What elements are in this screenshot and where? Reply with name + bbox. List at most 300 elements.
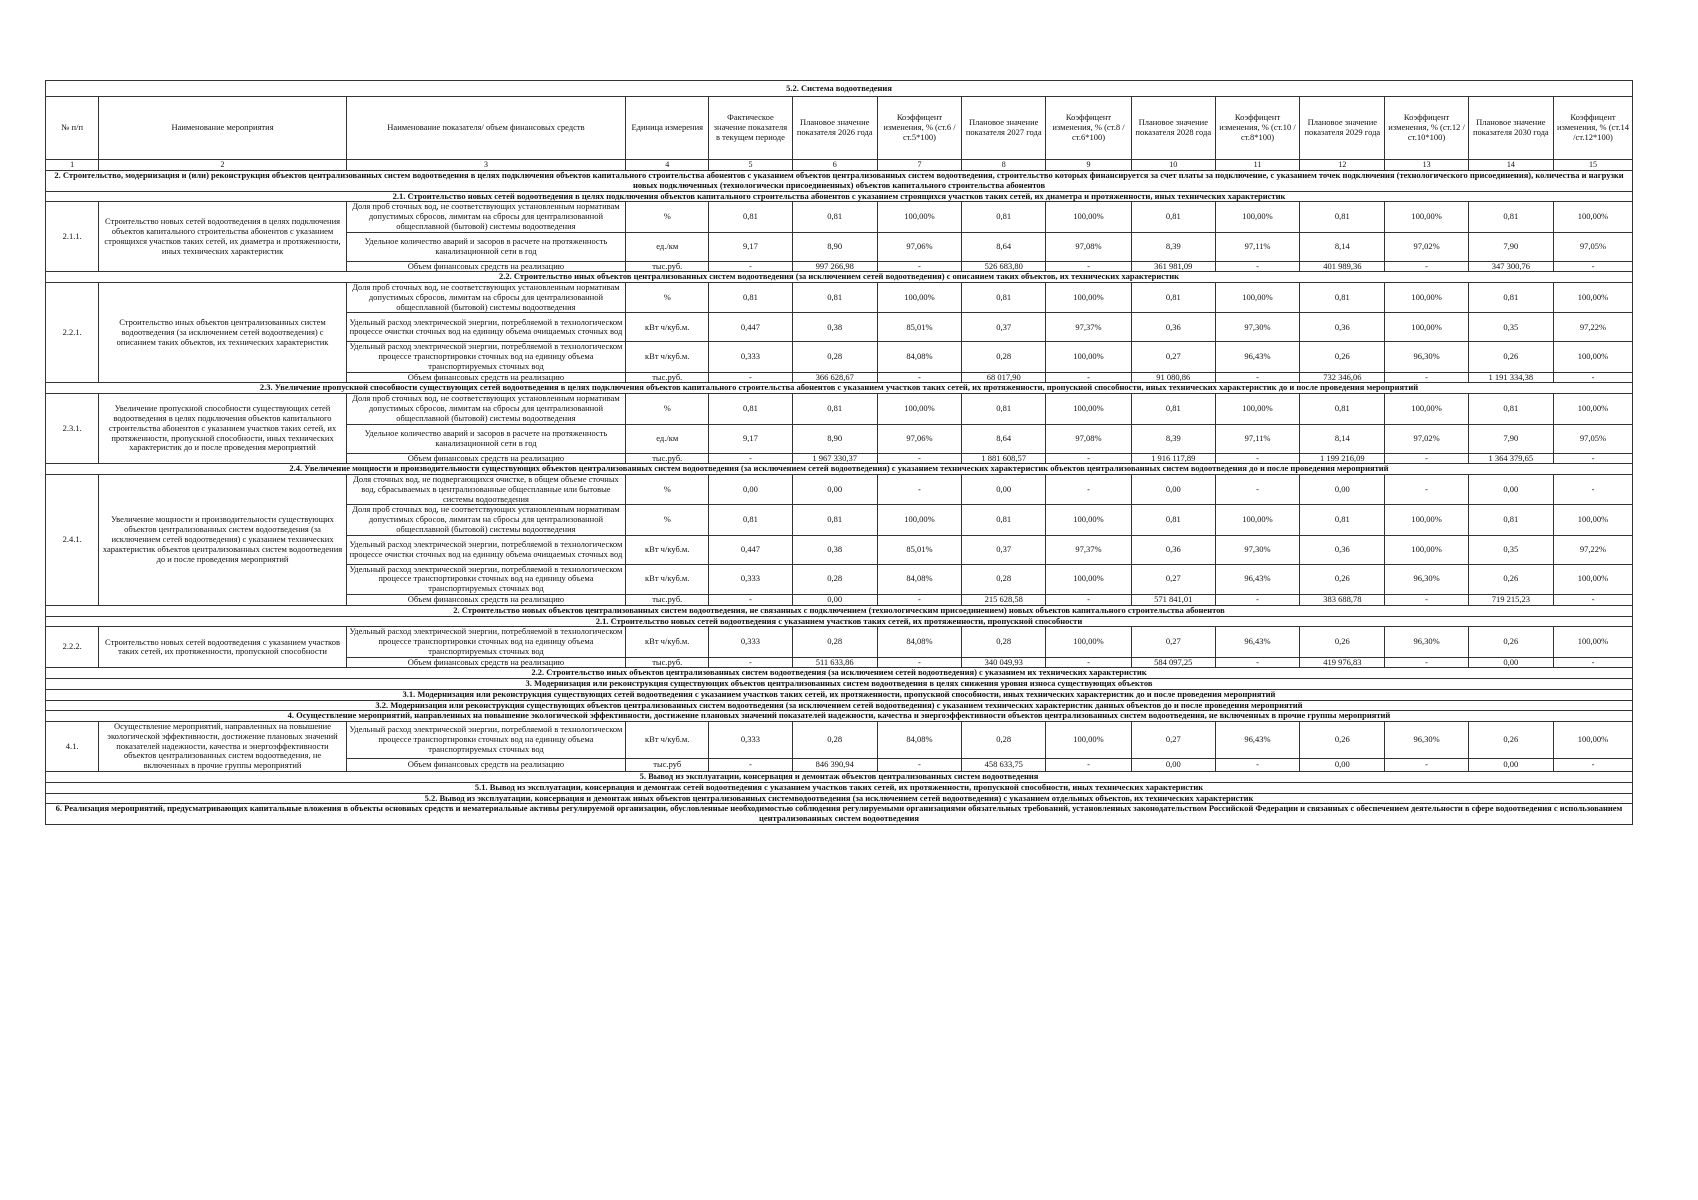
indicator-value: 0,27 — [1131, 722, 1215, 759]
indicator-value: 0,81 — [792, 202, 877, 232]
indicator-value: 9,17 — [709, 232, 792, 261]
indicator-value: - — [1046, 475, 1131, 505]
indicator-value: 100,00% — [877, 505, 961, 535]
indicator-value: 0,26 — [1300, 722, 1385, 759]
indicator-value: 0,447 — [709, 535, 792, 564]
indicator-value: 0,38 — [792, 313, 877, 342]
indicator-value: 100,00% — [1046, 394, 1131, 424]
indicator-value: - — [1385, 372, 1468, 383]
indicator-unit: % — [626, 202, 709, 232]
indicator-unit: % — [626, 283, 709, 313]
item-name: Строительство новых сетей водоотведения с указанием участков таких сетей, их протяженности, пропускной способности — [99, 627, 346, 668]
indicator-unit: % — [626, 475, 709, 505]
indicator-value: - — [1553, 453, 1632, 464]
indicator-value: 0,27 — [1131, 627, 1215, 657]
section-heading: 5. Вывод из эксплуатации, консервация и демонтаж объектов централизованных систем водоотведения — [46, 771, 1633, 782]
indicator-value: 571 841,01 — [1131, 594, 1215, 605]
indicator-value: 68 017,90 — [962, 372, 1046, 383]
column-number: 14 — [1468, 160, 1553, 171]
indicator-value: 458 633,75 — [962, 758, 1046, 771]
column-header: Плановое значение показателя 2028 года — [1131, 97, 1215, 160]
item-number: 4.1. — [46, 722, 99, 772]
indicator-value: 97,05% — [1553, 424, 1632, 453]
column-header: Плановое значение показателя 2029 года — [1300, 97, 1385, 160]
indicator-value: 0,26 — [1468, 342, 1553, 372]
indicator-value: 100,00% — [1553, 394, 1632, 424]
indicator-value: 0,81 — [962, 394, 1046, 424]
indicator-unit: тыс.руб — [626, 758, 709, 771]
indicator-value: 9,17 — [709, 424, 792, 453]
table-title: 5.2. Система водоотведения — [46, 81, 1633, 97]
indicator-value: - — [1385, 453, 1468, 464]
subsection-row — [46, 782, 1633, 793]
item-name: Увеличение пропускной способности существующих сетей водоотведения в целях подключения объектов капитального строительства абонентов с указанием участков таких сетей, их протяженности, пропускной способности, иных технических характеристик до и после проведения мероприятий — [99, 394, 346, 464]
indicator-value: 97,02% — [1385, 232, 1468, 261]
indicator-value: 0,26 — [1468, 564, 1553, 594]
indicator-value: 0,27 — [1131, 564, 1215, 594]
indicator-value: 0,26 — [1300, 627, 1385, 657]
indicator-value: 96,43% — [1215, 627, 1299, 657]
column-header: Коэффицент изменения, % (ст.12 /ст.10*100) — [1385, 97, 1468, 160]
column-header: Наименование показателя/ объем финансовых средств — [346, 97, 625, 160]
indicator-value: 96,43% — [1215, 564, 1299, 594]
indicator-value: 0,28 — [792, 722, 877, 759]
indicator-value: 100,00% — [1385, 394, 1468, 424]
indicator-value: 0,81 — [1468, 283, 1553, 313]
indicator-label: Объем финансовых средств на реализацию — [346, 758, 625, 771]
column-header: Плановое значение показателя 2026 года — [792, 97, 877, 160]
item-name: Увеличение мощности и производительности существующих объектов централизованных систем водоотведения (за исключением сетей водоотведения) с указанием технических характеристик объектов централизованных систем водоотведения до и после проведения мероприятий — [99, 475, 346, 606]
indicator-value: 0,333 — [709, 342, 792, 372]
indicator-value: 0,81 — [1300, 505, 1385, 535]
indicator-value: - — [709, 758, 792, 771]
indicator-label: Удельное количество аварий и засоров в расчете на протяженность канализационной сети в год — [346, 424, 625, 453]
section-row — [46, 605, 1633, 616]
indicator-value: - — [1215, 657, 1299, 668]
indicator-value: - — [1046, 372, 1131, 383]
indicator-value: 7,90 — [1468, 424, 1553, 453]
indicator-value: 0,35 — [1468, 313, 1553, 342]
indicator-label: Удельное количество аварий и засоров в расчете на протяженность канализационной сети в год — [346, 232, 625, 261]
column-number: 6 — [792, 160, 877, 171]
column-number: 12 — [1300, 160, 1385, 171]
indicator-label: Доля проб сточных вод, не соответствующих установленным нормативам допустимых сбросов, лимитам на сбросы для централизованной общесплавной (бытовой) системы водоотведения — [346, 394, 625, 424]
indicator-value: 0,26 — [1468, 627, 1553, 657]
subsection-row — [46, 689, 1633, 700]
indicator-value: 96,30% — [1385, 722, 1468, 759]
indicator-value: 100,00% — [1553, 564, 1632, 594]
indicator-label: Объем финансовых средств на реализацию — [346, 261, 625, 272]
indicator-value: 0,00 — [1468, 758, 1553, 771]
indicator-value: 0,81 — [1468, 505, 1553, 535]
column-header: Наименование мероприятия — [99, 97, 346, 160]
section-heading: 4. Осуществление мероприятий, направленных на повышение экологической эффективности, достижение плановых значений показателей надежности, качества и энергоэффективности объектов централизованных систем водоотведения, не включенных в прочие группы мероприятий — [46, 711, 1633, 722]
indicator-value: - — [709, 261, 792, 272]
indicator-value: 0,28 — [792, 564, 877, 594]
indicator-value: 0,81 — [1131, 202, 1215, 232]
indicator-value: 96,30% — [1385, 564, 1468, 594]
indicator-value: - — [1553, 475, 1632, 505]
indicator-value: 0,00 — [1468, 475, 1553, 505]
section-row — [46, 804, 1633, 825]
indicator-value: 0,81 — [1468, 394, 1553, 424]
indicator-value: 100,00% — [1385, 202, 1468, 232]
indicator-value: - — [877, 453, 961, 464]
indicator-value: - — [1385, 758, 1468, 771]
indicator-unit: кВт ч/куб.м. — [626, 722, 709, 759]
column-number: 10 — [1131, 160, 1215, 171]
indicator-value: 0,00 — [792, 594, 877, 605]
indicator-value: - — [709, 372, 792, 383]
indicator-value: 100,00% — [1553, 283, 1632, 313]
indicator-value: - — [709, 453, 792, 464]
indicator-unit: % — [626, 394, 709, 424]
indicator-value: 100,00% — [1046, 505, 1131, 535]
indicator-value: - — [877, 261, 961, 272]
indicator-value: 96,43% — [1215, 342, 1299, 372]
indicator-unit: тыс.руб. — [626, 657, 709, 668]
indicator-value: 0,28 — [962, 722, 1046, 759]
subsection-row — [46, 700, 1633, 711]
indicator-value: 97,30% — [1215, 535, 1299, 564]
indicator-value: 100,00% — [1553, 202, 1632, 232]
indicator-unit: тыс.руб. — [626, 261, 709, 272]
indicator-label: Удельный расход электрической энергии, потребляемой в технологическом процессе очистки сточных вод на единицу объема очищаемых сточных вод — [346, 535, 625, 564]
indicator-value: 0,81 — [1468, 202, 1553, 232]
indicator-value: 84,08% — [877, 627, 961, 657]
indicator-value: 100,00% — [877, 283, 961, 313]
subsection-heading: 2.1. Строительство новых сетей водоотведения с указанием участков таких сетей, их протяженности, пропускной способности — [46, 616, 1633, 627]
indicator-value: 997 266,98 — [792, 261, 877, 272]
indicator-value: 1 967 330,37 — [792, 453, 877, 464]
subsection-row — [46, 272, 1633, 283]
indicator-value: 100,00% — [1046, 627, 1131, 657]
indicator-value: 97,06% — [877, 424, 961, 453]
subsection-heading: 2.3. Увеличение пропускной способности существующих сетей водоотведения в целях подключения объектов капитального строительства абонентов с указанием участков таких сетей, их протяженности, пропускной способности, иных технических характеристик до и после проведения мероприятий — [46, 383, 1633, 394]
column-header: Коэффицент изменения, % (ст.14 /ст.12*100) — [1553, 97, 1632, 160]
subsection-row — [46, 464, 1633, 475]
indicator-value: 100,00% — [1046, 564, 1131, 594]
indicator-value: 0,81 — [962, 505, 1046, 535]
indicator-value: 97,02% — [1385, 424, 1468, 453]
section-heading: 2. Строительство новых объектов централизованных систем водоотведения, не связанных с подключением (технологическим присоединением) новых объектов капитального строительства абонентов — [46, 605, 1633, 616]
indicator-unit: кВт ч/куб.м. — [626, 342, 709, 372]
indicator-value: 846 390,94 — [792, 758, 877, 771]
indicator-value: 97,37% — [1046, 313, 1131, 342]
indicator-value: 0,26 — [1300, 564, 1385, 594]
indicator-label: Удельный расход электрической энергии, потребляемой в технологическом процессе очистки сточных вод на единицу объема очищаемых сточных вод — [346, 313, 625, 342]
column-header: Коэффицент изменения, % (ст.6 /ст.5*100) — [877, 97, 961, 160]
indicator-value: 0,81 — [1131, 394, 1215, 424]
indicator-value: 0,38 — [792, 535, 877, 564]
indicator-value: 584 097,25 — [1131, 657, 1215, 668]
indicator-value: - — [1385, 657, 1468, 668]
indicator-value: 0,37 — [962, 313, 1046, 342]
item-number: 2.4.1. — [46, 475, 99, 606]
indicator-value: 0,00 — [1131, 475, 1215, 505]
item-name: Строительство иных объектов централизованных систем водоотведения (за исключением сетей водоотведения) с описанием таких объектов, их технических характеристик — [99, 283, 346, 383]
item-number: 2.3.1. — [46, 394, 99, 464]
indicator-value: 1 916 117,89 — [1131, 453, 1215, 464]
indicator-value: 8,39 — [1131, 232, 1215, 261]
indicator-value: - — [877, 758, 961, 771]
indicator-unit: тыс.руб. — [626, 453, 709, 464]
indicator-value: 0,28 — [962, 564, 1046, 594]
indicator-row — [46, 475, 1633, 505]
indicator-value: 0,81 — [709, 505, 792, 535]
indicator-value: 0,28 — [792, 342, 877, 372]
indicator-unit: тыс.руб. — [626, 372, 709, 383]
column-header: Плановое значение показателя 2030 года — [1468, 97, 1553, 160]
column-header: Единица измерения — [626, 97, 709, 160]
indicator-value: 84,08% — [877, 722, 961, 759]
indicator-value: 1 191 334,38 — [1468, 372, 1553, 383]
indicator-value: - — [877, 475, 961, 505]
indicator-value: - — [877, 657, 961, 668]
column-header: Коэффицент изменения, % (ст.10 /ст.8*100) — [1215, 97, 1299, 160]
subsection-heading: 2.1. Строительство новых сетей водоотведения в целях подключения объектов капитального строительства абонентов с указанием строящихся участков таких сетей, их диаметра и протяженности, иных технических характеристик — [46, 191, 1633, 202]
indicator-label: Доля сточных вод, не подвергающихся очистке, в общем объеме сточных вод, сбрасываемых в централизованные общесплавные или бытовые системы водоотведения — [346, 475, 625, 505]
indicator-value: - — [1553, 758, 1632, 771]
indicator-value: - — [1215, 475, 1299, 505]
document-page — [45, 80, 1633, 825]
indicator-label: Удельный расход электрической энергии, потребляемой в технологическом процессе транспортировки сточных вод на единицу объема транспортируемых сточных вод — [346, 342, 625, 372]
indicator-value: - — [1553, 594, 1632, 605]
indicator-value: 0,37 — [962, 535, 1046, 564]
investment-program-table — [45, 80, 1633, 825]
indicator-value: 0,36 — [1300, 313, 1385, 342]
indicator-value: 347 300,76 — [1468, 261, 1553, 272]
indicator-value: 361 981,09 — [1131, 261, 1215, 272]
indicator-value: 8,64 — [962, 424, 1046, 453]
column-number: 2 — [99, 160, 346, 171]
indicator-value: 1 199 216,09 — [1300, 453, 1385, 464]
indicator-value: 719 215,23 — [1468, 594, 1553, 605]
indicator-value: 0,81 — [709, 394, 792, 424]
indicator-unit: тыс.руб. — [626, 594, 709, 605]
indicator-value: 511 633,86 — [792, 657, 877, 668]
indicator-value: 97,06% — [877, 232, 961, 261]
indicator-value: 0,81 — [962, 202, 1046, 232]
indicator-value: 401 989,36 — [1300, 261, 1385, 272]
indicator-value: 0,28 — [962, 342, 1046, 372]
column-number: 4 — [626, 160, 709, 171]
indicator-label: Объем финансовых средств на реализацию — [346, 657, 625, 668]
indicator-value: 0,81 — [1131, 505, 1215, 535]
indicator-value: - — [1553, 657, 1632, 668]
indicator-value: 100,00% — [1215, 283, 1299, 313]
indicator-label: Удельный расход электрической энергии, потребляемой в технологическом процессе транспортировки сточных вод на единицу объема транспортируемых сточных вод — [346, 627, 625, 657]
indicator-value: 0,00 — [962, 475, 1046, 505]
column-header: Коэффицент изменения, % (ст.8 /ст.6*100) — [1046, 97, 1131, 160]
subsection-heading: 2.2. Строительство иных объектов централизованных систем водоотведения (за исключением сетей водоотведения) с описанием таких объектов, их технических характеристик — [46, 272, 1633, 283]
indicator-value: 0,00 — [709, 475, 792, 505]
indicator-value: 100,00% — [1385, 283, 1468, 313]
indicator-value: 8,39 — [1131, 424, 1215, 453]
subsection-heading: 3.1. Модернизация или реконструкция существующих сетей водоотведения с указанием участков таких сетей, их протяженности, пропускной способности, иных технических характеристик до и после проведения мероприятий — [46, 689, 1633, 700]
section-row — [46, 171, 1633, 192]
indicator-value: 0,81 — [1300, 394, 1385, 424]
indicator-unit: кВт ч/куб.м. — [626, 535, 709, 564]
indicator-value: 0,81 — [1300, 283, 1385, 313]
indicator-value: 526 683,80 — [962, 261, 1046, 272]
indicator-value: - — [1553, 261, 1632, 272]
column-number: 7 — [877, 160, 961, 171]
indicator-value: 0,333 — [709, 722, 792, 759]
indicator-value: 96,30% — [1385, 342, 1468, 372]
indicator-value: 0,36 — [1131, 535, 1215, 564]
indicator-value: - — [1215, 372, 1299, 383]
indicator-value: 97,22% — [1553, 535, 1632, 564]
indicator-value: 100,00% — [1046, 202, 1131, 232]
indicator-value: - — [709, 657, 792, 668]
indicator-value: - — [1046, 758, 1131, 771]
indicator-value: - — [1215, 453, 1299, 464]
column-number: 8 — [962, 160, 1046, 171]
indicator-value: 100,00% — [1046, 722, 1131, 759]
column-number: 3 — [346, 160, 625, 171]
indicator-value: 0,81 — [792, 505, 877, 535]
indicator-label: Удельный расход электрической энергии, потребляемой в технологическом процессе транспортировки сточных вод на единицу объема транспортируемых сточных вод — [346, 722, 625, 759]
indicator-value: 366 628,67 — [792, 372, 877, 383]
indicator-label: Удельный расход электрической энергии, потребляемой в технологическом процессе транспортировки сточных вод на единицу объема транспортируемых сточных вод — [346, 564, 625, 594]
subsection-row — [46, 616, 1633, 627]
indicator-value: 0,447 — [709, 313, 792, 342]
indicator-value: 0,28 — [962, 627, 1046, 657]
indicator-value: 97,08% — [1046, 232, 1131, 261]
indicator-value: 8,90 — [792, 424, 877, 453]
column-number: 9 — [1046, 160, 1131, 171]
indicator-value: 100,00% — [1553, 722, 1632, 759]
indicator-value: 97,37% — [1046, 535, 1131, 564]
column-number: 13 — [1385, 160, 1468, 171]
indicator-value: 340 049,93 — [962, 657, 1046, 668]
indicator-value: 0,81 — [709, 202, 792, 232]
indicator-value: 0,00 — [1468, 657, 1553, 668]
column-header: Плановое значение показателя 2027 года — [962, 97, 1046, 160]
indicator-row — [46, 627, 1633, 657]
indicator-value: - — [1215, 594, 1299, 605]
indicator-value: 0,333 — [709, 627, 792, 657]
item-number: 2.2.2. — [46, 627, 99, 668]
indicator-value: 0,00 — [1300, 475, 1385, 505]
indicator-value: 215 628,58 — [962, 594, 1046, 605]
indicator-row — [46, 202, 1633, 232]
indicator-value: 419 976,83 — [1300, 657, 1385, 668]
indicator-value: 97,11% — [1215, 424, 1299, 453]
item-name: Осуществление мероприятий, направленных на повышение экологической эффективности, достижение плановых значений показателей надежности, качества и энергоэффективности объектов централизованных систем водоотведения, не включенных в прочие группы мероприятий — [99, 722, 346, 772]
indicator-row — [46, 722, 1633, 759]
column-number-row — [46, 160, 1633, 171]
indicator-value: 0,81 — [962, 283, 1046, 313]
indicator-label: Доля проб сточных вод, не соответствующих установленным нормативам допустимых сбросов, лимитам на сбросы для централизованной общесплавной (бытовой) системы водоотведения — [346, 202, 625, 232]
indicator-value: 100,00% — [1215, 202, 1299, 232]
indicator-value: 0,81 — [1300, 202, 1385, 232]
indicator-value: 1 364 379,65 — [1468, 453, 1553, 464]
indicator-value: 97,30% — [1215, 313, 1299, 342]
indicator-row — [46, 394, 1633, 424]
indicator-value: 732 346,06 — [1300, 372, 1385, 383]
indicator-value: - — [1046, 453, 1131, 464]
indicator-value: 96,43% — [1215, 722, 1299, 759]
indicator-value: 100,00% — [1215, 505, 1299, 535]
indicator-value: 1 881 608,57 — [962, 453, 1046, 464]
subsection-heading: 5.2. Вывод из эксплуатации, консервация и демонтаж иных объектов централизованных системводоотведения (за исключением сетей водоотведения) с указанием отдельных объектов, их технических характеристик — [46, 793, 1633, 804]
subsection-row — [46, 668, 1633, 679]
indicator-label: Объем финансовых средств на реализацию — [346, 372, 625, 383]
indicator-value: 0,26 — [1300, 342, 1385, 372]
indicator-value: 0,27 — [1131, 342, 1215, 372]
indicator-value: - — [1215, 758, 1299, 771]
indicator-value: 8,64 — [962, 232, 1046, 261]
indicator-value: 84,08% — [877, 564, 961, 594]
indicator-value: 0,00 — [792, 475, 877, 505]
indicator-value: 100,00% — [1385, 313, 1468, 342]
indicator-value: 100,00% — [877, 394, 961, 424]
indicator-value: - — [877, 594, 961, 605]
indicator-value: 96,30% — [1385, 627, 1468, 657]
indicator-value: - — [1046, 594, 1131, 605]
indicator-value: 0,36 — [1300, 535, 1385, 564]
subsection-heading: 2.2. Строительство иных объектов централизованных систем водоотведения (за исключением сетей водоотведения) с указанием их технических характеристик — [46, 668, 1633, 679]
indicator-value: 0,81 — [792, 394, 877, 424]
indicator-value: 91 080,86 — [1131, 372, 1215, 383]
indicator-value: 85,01% — [877, 313, 961, 342]
indicator-value: 0,00 — [1131, 758, 1215, 771]
indicator-value: 7,90 — [1468, 232, 1553, 261]
subsection-row — [46, 383, 1633, 394]
indicator-label: Доля проб сточных вод, не соответствующих установленным нормативам допустимых сбросов, лимитам на сбросы для централизованной общесплавной (бытовой) системы водоотведения — [346, 505, 625, 535]
indicator-label: Доля проб сточных вод, не соответствующих установленным нормативам допустимых сбросов, лимитам на сбросы для централизованной общесплавной (бытовой) системы водоотведения — [346, 283, 625, 313]
subsection-heading: 2.4. Увеличение мощности и производительности существующих объектов централизованных систем водоотведения (за исключением сетей водоотведения) с указанием технических характеристик объектов централизованных систем водоотведения до и после проведения мероприятий — [46, 464, 1633, 475]
indicator-value: 8,14 — [1300, 424, 1385, 453]
item-number: 2.1.1. — [46, 202, 99, 272]
indicator-value: - — [1046, 657, 1131, 668]
indicator-label: Объем финансовых средств на реализацию — [346, 453, 625, 464]
subsection-heading: 3.2. Модернизация или реконструкция существующих объектов централизованных систем водоотведения (за исключением сетей водоотведения) с указанием технических характеристик данных объектов до и после проведения мероприятий — [46, 700, 1633, 711]
indicator-value: 100,00% — [1385, 535, 1468, 564]
indicator-row — [46, 283, 1633, 313]
subsection-row — [46, 793, 1633, 804]
section-heading: 2. Строительство, модернизация и (или) реконструкция объектов централизованных систем водоотведения в целях подключения объектов капитального строительства абонентов с указанием объектов централизованных систем водоотведения, строительство которых финансируется за счет платы за подключение, с указанием точек подключения (технологического присоединения), количества и нагрузки новых подключенных (технологически присоединенных) объектов капитального строительства абонентов — [46, 171, 1633, 192]
indicator-unit: % — [626, 505, 709, 535]
indicator-value: - — [877, 372, 961, 383]
indicator-value: 0,81 — [1131, 283, 1215, 313]
indicator-value: 0,333 — [709, 564, 792, 594]
section-row — [46, 679, 1633, 690]
indicator-value: 100,00% — [1046, 283, 1131, 313]
subsection-heading: 5.1. Вывод из эксплуатации, консервация и демонтаж сетей водоотведения с указанием участков таких сетей, их протяженности, пропускной способности, иных технических характеристик — [46, 782, 1633, 793]
indicator-value: 100,00% — [1046, 342, 1131, 372]
indicator-value: - — [1385, 261, 1468, 272]
indicator-value: 97,05% — [1553, 232, 1632, 261]
header-row — [46, 97, 1633, 160]
indicator-value: 100,00% — [1553, 627, 1632, 657]
indicator-value: 383 688,78 — [1300, 594, 1385, 605]
indicator-value: - — [1215, 261, 1299, 272]
indicator-value: - — [1385, 475, 1468, 505]
indicator-value: 0,28 — [792, 627, 877, 657]
indicator-label: Объем финансовых средств на реализацию — [346, 594, 625, 605]
column-header: № п/п — [46, 97, 99, 160]
indicator-unit: кВт ч/куб.м. — [626, 627, 709, 657]
column-number: 11 — [1215, 160, 1299, 171]
section-heading: 6. Реализация мероприятий, предусматривающих капитальные вложения в объекты основных средств и нематериальные активы регулируемой организации, обусловленные необходимостью соблюдения регулируемыми организациями обязательных требований, установленных законодательством Российской Федерации и связанных с обеспечением деятельности в сфере водоотведения с использованием централизованных систем водоотведения — [46, 804, 1633, 825]
indicator-value: 0,00 — [1300, 758, 1385, 771]
indicator-value: 97,22% — [1553, 313, 1632, 342]
indicator-value: 100,00% — [1385, 505, 1468, 535]
indicator-value: 100,00% — [877, 202, 961, 232]
